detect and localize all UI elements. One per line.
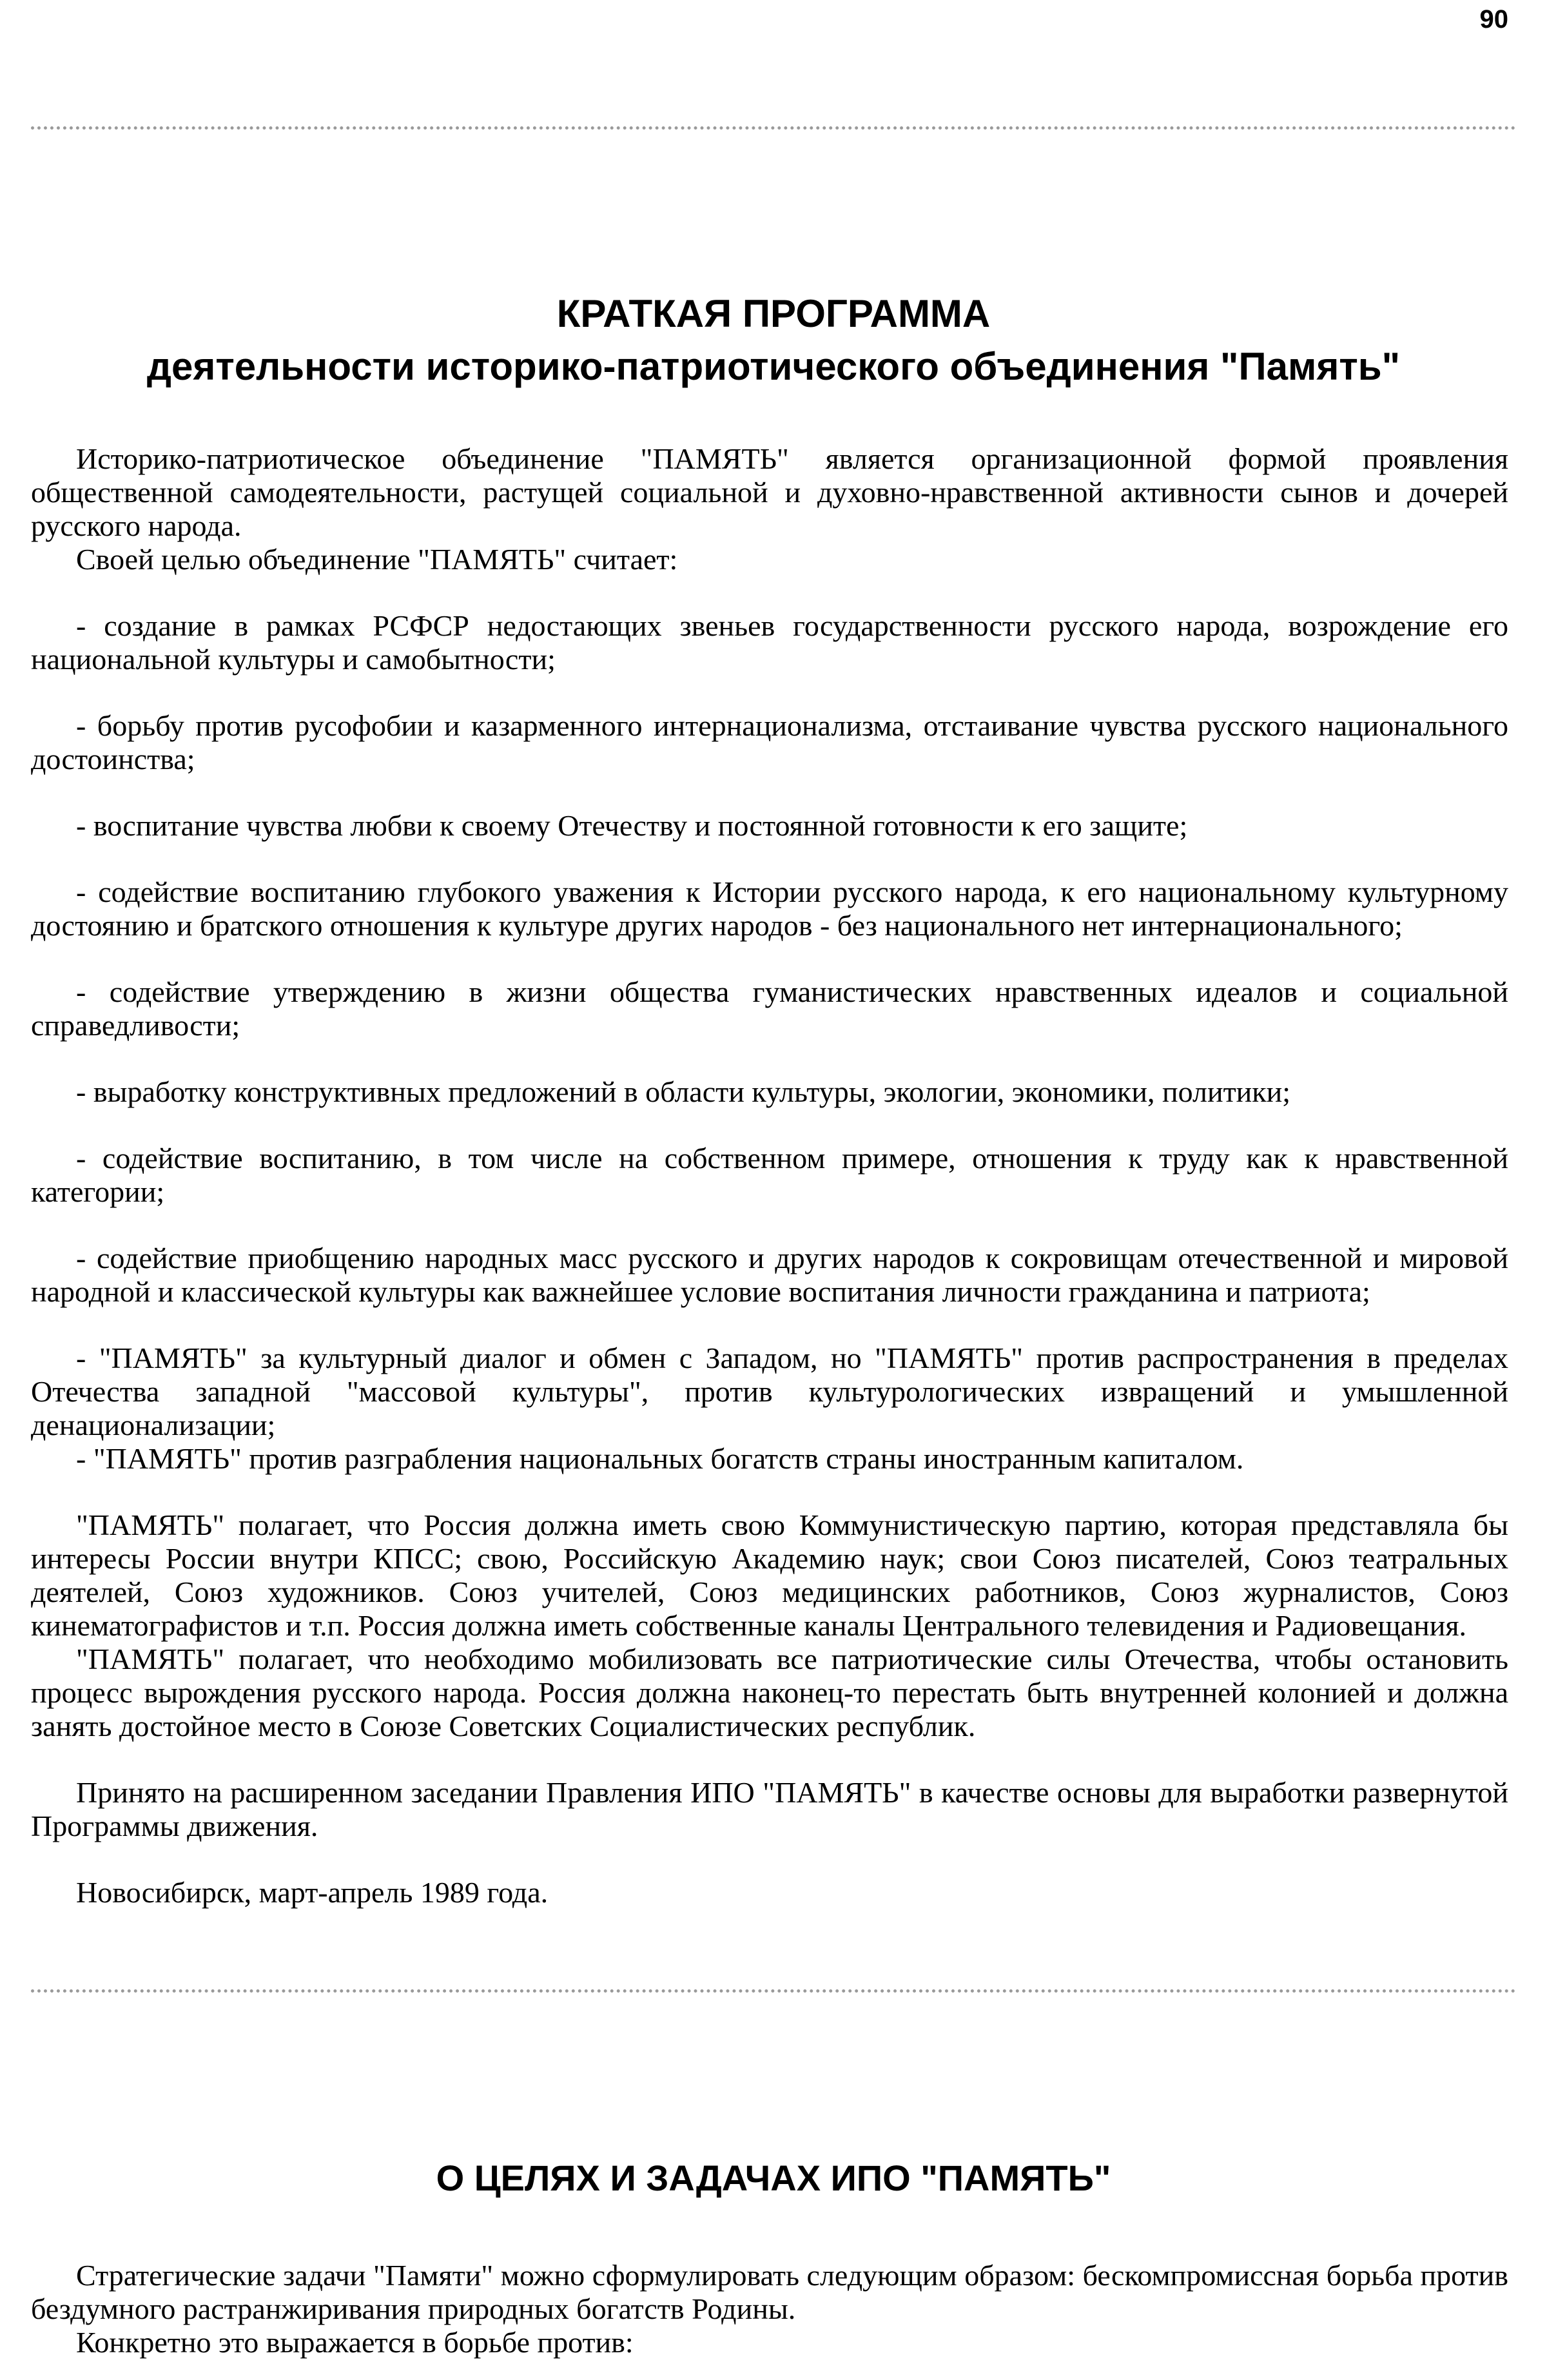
strategy-lead: Конкретно это выражается в борьбе против: [76,2326,634,2359]
goals-body [31,2259,1508,2359]
intro-paragraph: Историко-патриотическое объединение "ПАМЯТЬ" является организационной формой проявления общественной самодеятельности, растущей социальной и духовно-нравственной активности сынов и дочерей русского народа. [31,442,1508,542]
goal-item: - "ПАМЯТЬ" за культурный диалог и обмен с Западом, но "ПАМЯТЬ" против распространения в пределах Отечества западной "массовой культуры", против культурологических извращений и умышленной денационализации; [31,1341,1508,1441]
program-subtitle: деятельности историко-патриотического объединения "Память" [146,345,1401,388]
goal-item: - содействие утверждению в жизни общества гуманистических нравственных идеалов и социальной справедливости; [31,975,1508,1042]
strategy-paragraph: Стратегические задачи "Памяти" можно сформулировать следующим образом: бескомпромиссная борьба против бездумного растранжиривания природных богатств Родины. [31,2259,1508,2325]
goal-item: - создание в рамках РСФСР недостающих звеньев государственности русского народа, возрождение его национальной культуры и самобытности; [31,609,1508,676]
program-title: КРАТКАЯ ПРОГРАММА [556,292,991,335]
goal-item: - содействие воспитанию глубокого уважения к Истории русского народа, к его национальному культурному достоянию и братского отношения к культуре других народов - без национального нет интернационального; [31,875,1508,942]
position-paragraph: "ПАМЯТЬ" полагает, что Россия должна иметь свою Коммунистическую партию, которая представляла бы интересы России внутри КПСС; свою, Российскую Академию наук; свои Союз писателей, Союз театральных деятелей, Союз художников. Союз учителей, Союз медицинских работников, Союз журналистов, Союз кинематографистов и т.п. Россия должна иметь собственные каналы Центрального телевидения и Радиовещания. [31,1508,1508,1642]
goals-heading [31,2152,1516,2205]
goal-item: - борьбу против русофобии и казарменного интернационализма, отстаивание чувства русского национального достоинства; [31,709,1508,775]
goal-item: - содействие воспитанию, в том числе на собственном примере, отношения к труду как к нравственной категории; [31,1142,1508,1208]
place-date: Новосибирск, март-апрель 1989 года. [76,1876,549,1909]
position-paragraph: "ПАМЯТЬ" полагает, что необходимо мобилизовать все патриотические силы Отечества, чтобы остановить процесс вырождения русского народа. Россия должна наконец-то перестать быть внутренней колонией и должна занять достойное место в Союзе Советских Социалистических республик. [31,1643,1508,1742]
goal-item: - воспитание чувства любви к своему Отечеству и постоянной готовности к его защите; [76,809,1188,842]
goals-title: О ЦЕЛЯХ И ЗАДАЧАХ ИПО "ПАМЯТЬ" [436,2158,1111,2198]
adoption-note: Принято на расширенном заседании Правления ИПО "ПАМЯТЬ" в качестве основы для выработки развернутой Программы движения. [31,1776,1508,1842]
page-number: 90 [1479,5,1508,34]
top-divider [31,126,1516,130]
goal-item: - содействие приобщению народных масс русского и других народов к сокровищам отечественной и мировой народной и классической культуры как важнейшее условие воспитания личности гражданина и патриота; [31,1242,1508,1308]
goal-lead: Своей целью объединение "ПАМЯТЬ" считает: [76,543,678,576]
goal-item: - выработку конструктивных предложений в области культуры, экологии, экономики, политики; [76,1075,1291,1108]
program-body [31,442,1508,1909]
goal-item: - "ПАМЯТЬ" против разграбления национальных богатств страны иностранным капиталом. [76,1442,1244,1475]
section-divider [31,1989,1516,1993]
program-heading [31,288,1516,393]
